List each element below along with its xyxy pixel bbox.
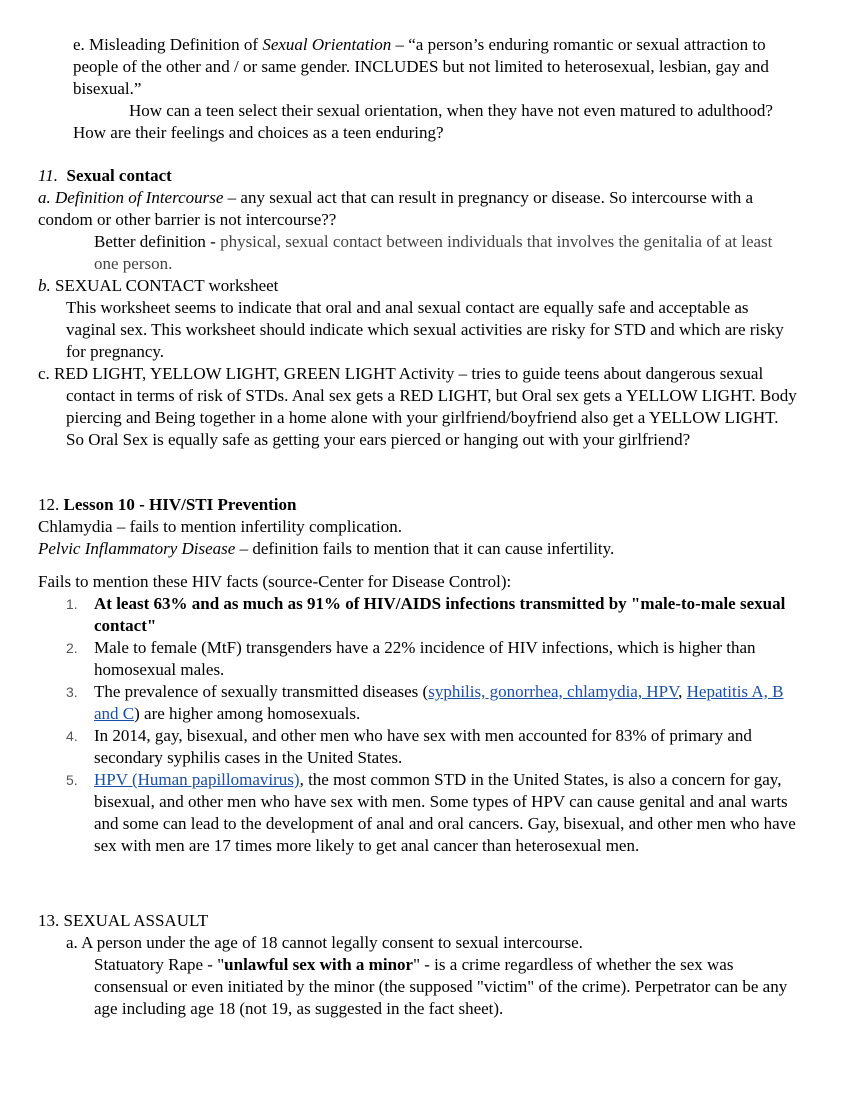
list-item — [66, 725, 798, 769]
list-item — [66, 681, 798, 725]
hiv-facts-list — [38, 593, 798, 857]
section-12-number: 12. — [38, 495, 64, 514]
section-11-b-lead: b. — [38, 276, 51, 295]
section-11-heading — [38, 165, 798, 187]
pid-text: – definition fails to mention that it can cause infertility. — [235, 539, 615, 558]
list-number: 1. — [66, 596, 78, 612]
statutory-rape-text: " - is a crime regardless of whether the sex was consensual or even initiated by the minor (the supposed "victim" of the crime). Perpetrator can be any age including age 18 (not 19, as suggested in the fact sheet). — [94, 955, 788, 1018]
section-11-b-heading — [38, 275, 798, 297]
hpv-link[interactable]: HPV (Human papillomavirus) — [94, 770, 300, 789]
section-e-question: How can a teen select their sexual orientation, when they have not even matured to adulthood? How are their feelings and choices as a teen enduring? — [73, 101, 773, 142]
section-12-title: Lesson 10 - HIV/STI Prevention — [63, 495, 297, 514]
section-11-title: Sexual contact — [66, 166, 172, 185]
statutory-rape-note — [38, 954, 798, 1020]
list-item — [66, 637, 798, 681]
list-item-text: The prevalence of sexually transmitted diseases ( — [94, 682, 429, 701]
section-e — [73, 34, 793, 144]
hiv-facts-intro: Fails to mention these HIV facts (source-Center for Disease Control): — [38, 572, 512, 591]
list-number: 2. — [66, 640, 78, 656]
list-number: 4. — [66, 728, 78, 744]
list-number: 5. — [66, 772, 78, 788]
list-item — [66, 593, 798, 637]
chlamydia-note: Chlamydia – fails to mention infertility complication. — [38, 517, 403, 536]
list-item-text: At least 63% and as much as 91% of HIV/AIDS infections transmitted by "male-to-male sexual contact" — [94, 594, 786, 635]
section-11-b-title: SEXUAL CONTACT worksheet — [50, 276, 279, 295]
section-11-number: 11. — [38, 166, 58, 185]
section-12-heading — [38, 494, 798, 516]
section-13-heading: 13. SEXUAL ASSAULT — [38, 911, 209, 930]
better-definition-text: physical, sexual contact between individuals that involves the genitalia of at least one person. — [94, 232, 773, 273]
section-11-a-term: Definition of Intercourse — [55, 188, 224, 207]
pid-note — [38, 538, 798, 560]
section-e-lead: e. Misleading Definition of — [73, 35, 263, 54]
list-item-text: , — [678, 682, 687, 701]
statutory-rape-lead: Statuatory Rape - " — [94, 955, 225, 974]
section-11-better-definition — [38, 231, 798, 275]
better-definition-label: Better definition - — [94, 232, 221, 251]
std-link[interactable]: syphilis, gonorrhea, chlamydia, HPV — [428, 682, 679, 701]
section-11-b-text: This worksheet seems to indicate that oral and anal sexual contact are equally safe and acceptable as vaginal sex. This worksheet should indicate which sexual activities are risky for STD and which are risky for pregnancy. — [66, 298, 784, 361]
list-item-text: ) are higher among homosexuals. — [134, 704, 361, 723]
list-item — [66, 769, 798, 857]
section-e-term: Sexual Orientation — [262, 35, 392, 54]
hepatitis-link[interactable]: Hepatitis A, B and C — [94, 682, 784, 723]
section-11-c-text: c. RED LIGHT, YELLOW LIGHT, GREEN LIGHT Activity – tries to guide teens about dangerous sexual contact in terms of risk of STDs. Anal sex gets a RED LIGHT, but Oral sex gets a YELLOW LIGHT. Body piercing and Being together in a home alone with your girlfriend/boyfriend also get a YELLOW LIGHT. So Oral Sex is equally safe as getting your ears pierced or hanging out with your girlfriend? — [38, 364, 797, 449]
section-12 — [38, 494, 798, 857]
statutory-rape-bold: unlawful sex with a minor — [224, 955, 414, 974]
section-11-a — [38, 187, 798, 231]
section-13-a: a. A person under the age of 18 cannot legally consent to sexual intercourse. — [66, 933, 583, 952]
list-item-text: Male to female (MtF) transgenders have a 22% incidence of HIV infections, which is higher than homosexual males. — [94, 638, 756, 679]
section-11 — [38, 165, 798, 451]
section-e-def: – “a person’s enduring romantic or sexual attraction to people of the other and / or same gender. INCLUDES but not limited to heterosexual, lesbian, gay and bisexual.” — [73, 35, 769, 98]
section-11-a-lead: a. — [38, 188, 55, 207]
list-item-text: , the most common STD in the United States, is also a concern for gay, bisexual, and other men who have sex with men. Some types of HPV can cause genital and anal warts and some can lead to the development of anal and oral cancers. Gay, bisexual, and other men who have sex with men are 17 times more likely to get anal cancer than heterosexual men. — [94, 770, 796, 855]
section-11-a-text: – any sexual act that can result in pregnancy or disease. So intercourse with a condom or other barrier is not intercourse?? — [38, 188, 754, 229]
pid-term: Pelvic Inflammatory Disease — [38, 539, 236, 558]
list-item-text: In 2014, gay, bisexual, and other men who have sex with men accounted for 83% of primary and secondary syphilis cases in the United States. — [94, 726, 752, 767]
list-number: 3. — [66, 684, 78, 700]
section-e-definition — [73, 34, 793, 100]
section-13 — [38, 910, 798, 1020]
